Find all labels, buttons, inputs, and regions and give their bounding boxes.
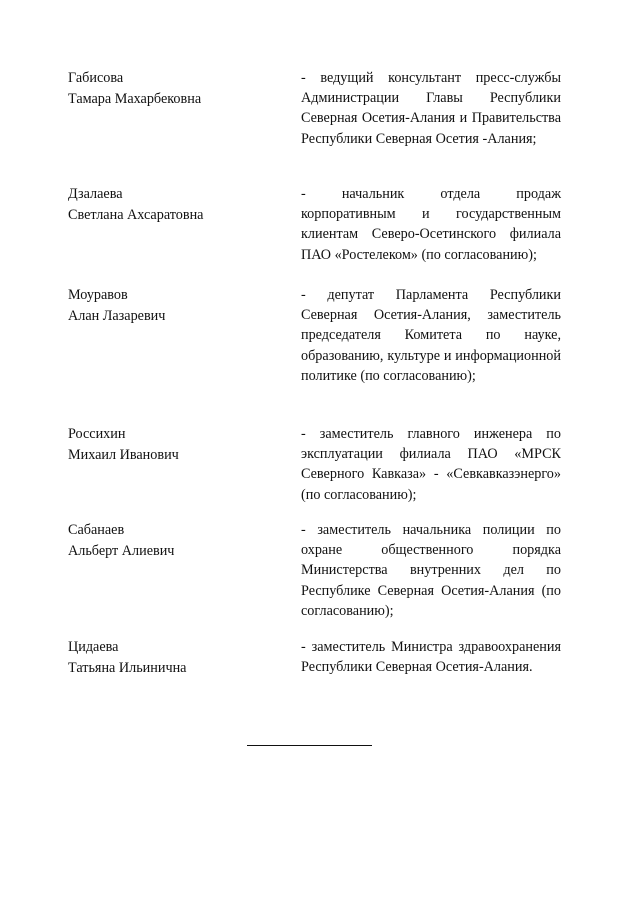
member-given-names: Алан Лазаревич — [68, 308, 166, 324]
member-given-names: Михаил Иванович — [68, 447, 179, 463]
member-given-names: Светлана Ахсаратовна — [68, 207, 204, 223]
member-given-names: Тамара Махарбековна — [68, 91, 202, 107]
closing-divider-line — [247, 745, 372, 746]
member-position: - заместитель начальника полиции по охране общественного порядка Министерства внутренних дел по Республике Северная Осетия-Алания (по согласованию); — [301, 522, 561, 619]
member-surname: Сабанаев — [68, 522, 125, 538]
member-position: - заместитель главного инженера по эксплуатации филиала ПАО «МРСК Северного Кавказа» - «Севкавказэнерго» (по согласованию); — [301, 426, 561, 503]
member-position: - ведущий консультант пресс-службы Администрации Главы Республики Северная Осетия-Алания и Правительства Республики Северная Осетия -Алания; — [301, 70, 561, 147]
member-position: - заместитель Министра здравоохранения Республики Северная Осетия-Алания. — [301, 639, 561, 676]
member-surname: Дзалаева — [68, 186, 123, 202]
member-given-names: Татьяна Ильинична — [68, 660, 187, 676]
member-surname: Моуравов — [68, 287, 128, 303]
member-name — [68, 520, 278, 562]
member-name — [68, 68, 278, 110]
member-name — [68, 637, 278, 679]
member-name — [68, 424, 278, 466]
member-position: - депутат Парламента Республики Северная Осетия-Алания, заместитель председателя Комитета по науке, образованию, культуре и информационной политике (по согласованию); — [301, 287, 561, 384]
member-surname: Россихин — [68, 426, 126, 442]
member-surname: Габисова — [68, 70, 124, 86]
member-position: - начальник отдела продаж корпоративным и государственным клиентам Северо-Осетинского филиала ПАО «Ростелеком» (по согласованию); — [301, 186, 561, 263]
member-surname: Цидаева — [68, 639, 119, 655]
member-name — [68, 285, 278, 327]
member-name — [68, 184, 278, 226]
member-given-names: Альберт Алиевич — [68, 543, 175, 559]
